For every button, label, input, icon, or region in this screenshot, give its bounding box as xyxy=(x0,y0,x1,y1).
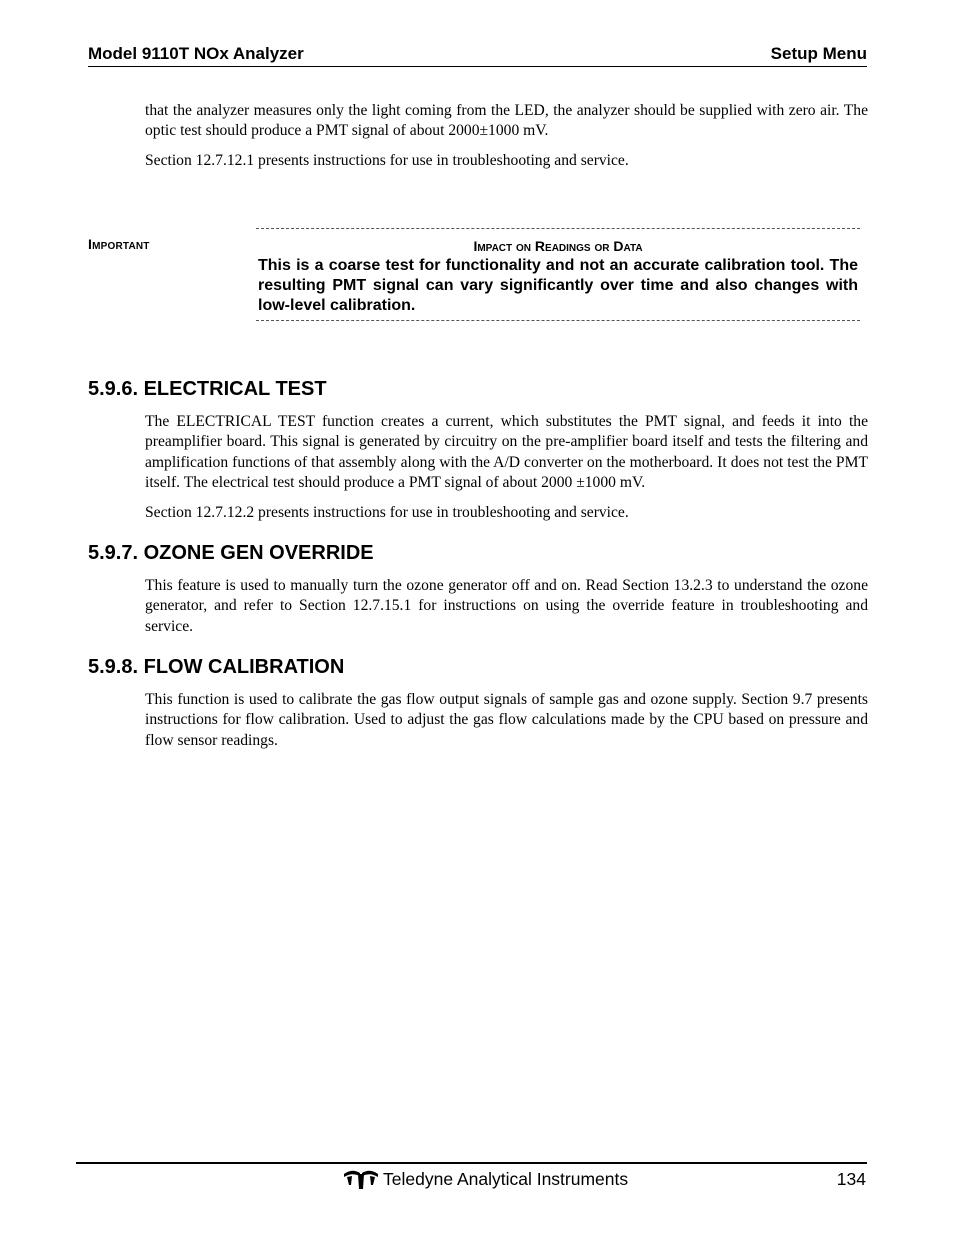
electrical-test-paragraph: The ELECTRICAL TEST function creates a current, which substitutes the PMT signal, and feeds it into the preamplifier board. This signal is generated by circuitry on the pre-amplifier board itself and tests the filtering and amplification functions of that assembly along with the A/D converter on the motherboard. It does not test the PMT itself. The electrical test should produce a PMT signal of about 2000 ±1000 mV. xyxy=(145,413,868,491)
important-text: This is a coarse test for functionality and not an accurate calibration tool. The resulting PMT signal can vary significantly over time and also changes with low-level calibration. xyxy=(258,257,858,314)
flow-calibration-paragraph: This function is used to calibrate the gas flow output signals of sample gas and ozone supply. Section 9.7 presents instructions for flow calibration. Used to adjust the gas flow calculations made by the CPU based on pressure and flow sensor readings. xyxy=(145,691,868,749)
page-header xyxy=(88,44,867,67)
teledyne-logo-icon xyxy=(343,1168,379,1190)
important-title: Impact on Readings or Data xyxy=(473,238,643,254)
header-title: Model 9110T NOx Analyzer xyxy=(88,44,304,63)
electrical-test-section-reference: Section 12.7.12.2 presents instructions for use in troubleshooting and service. xyxy=(145,504,629,521)
section-heading-electrical-test: 5.9.6. ELECTRICAL TEST xyxy=(88,378,327,400)
intro-paragraph: that the analyzer measures only the light coming from the LED, the analyzer should be supplied with zero air. The optic test should produce a PMT signal of about 2000±1000 mV. xyxy=(145,102,868,140)
header-section: Setup Menu xyxy=(770,44,867,63)
intro-section-reference: Section 12.7.12.1 presents instructions for use in troubleshooting and service. xyxy=(145,152,629,169)
important-callout xyxy=(256,228,860,321)
footer-company: Teledyne Analytical Instruments xyxy=(383,1169,629,1189)
section-heading-flow-calibration: 5.9.8. FLOW CALIBRATION xyxy=(88,656,345,678)
important-label: Important xyxy=(88,236,150,252)
section-heading-ozone-gen-override: 5.9.7. OZONE GEN OVERRIDE xyxy=(88,542,374,564)
ozone-gen-override-paragraph: This feature is used to manually turn the ozone generator off and on. Read Section 13.2.3 to understand the ozone generator, and refer to Section 12.7.15.1 for instructions on using the override feature in troubleshooting and service. xyxy=(145,577,868,635)
footer-page-number: 134 xyxy=(836,1169,866,1189)
footer-rule xyxy=(76,1162,867,1164)
